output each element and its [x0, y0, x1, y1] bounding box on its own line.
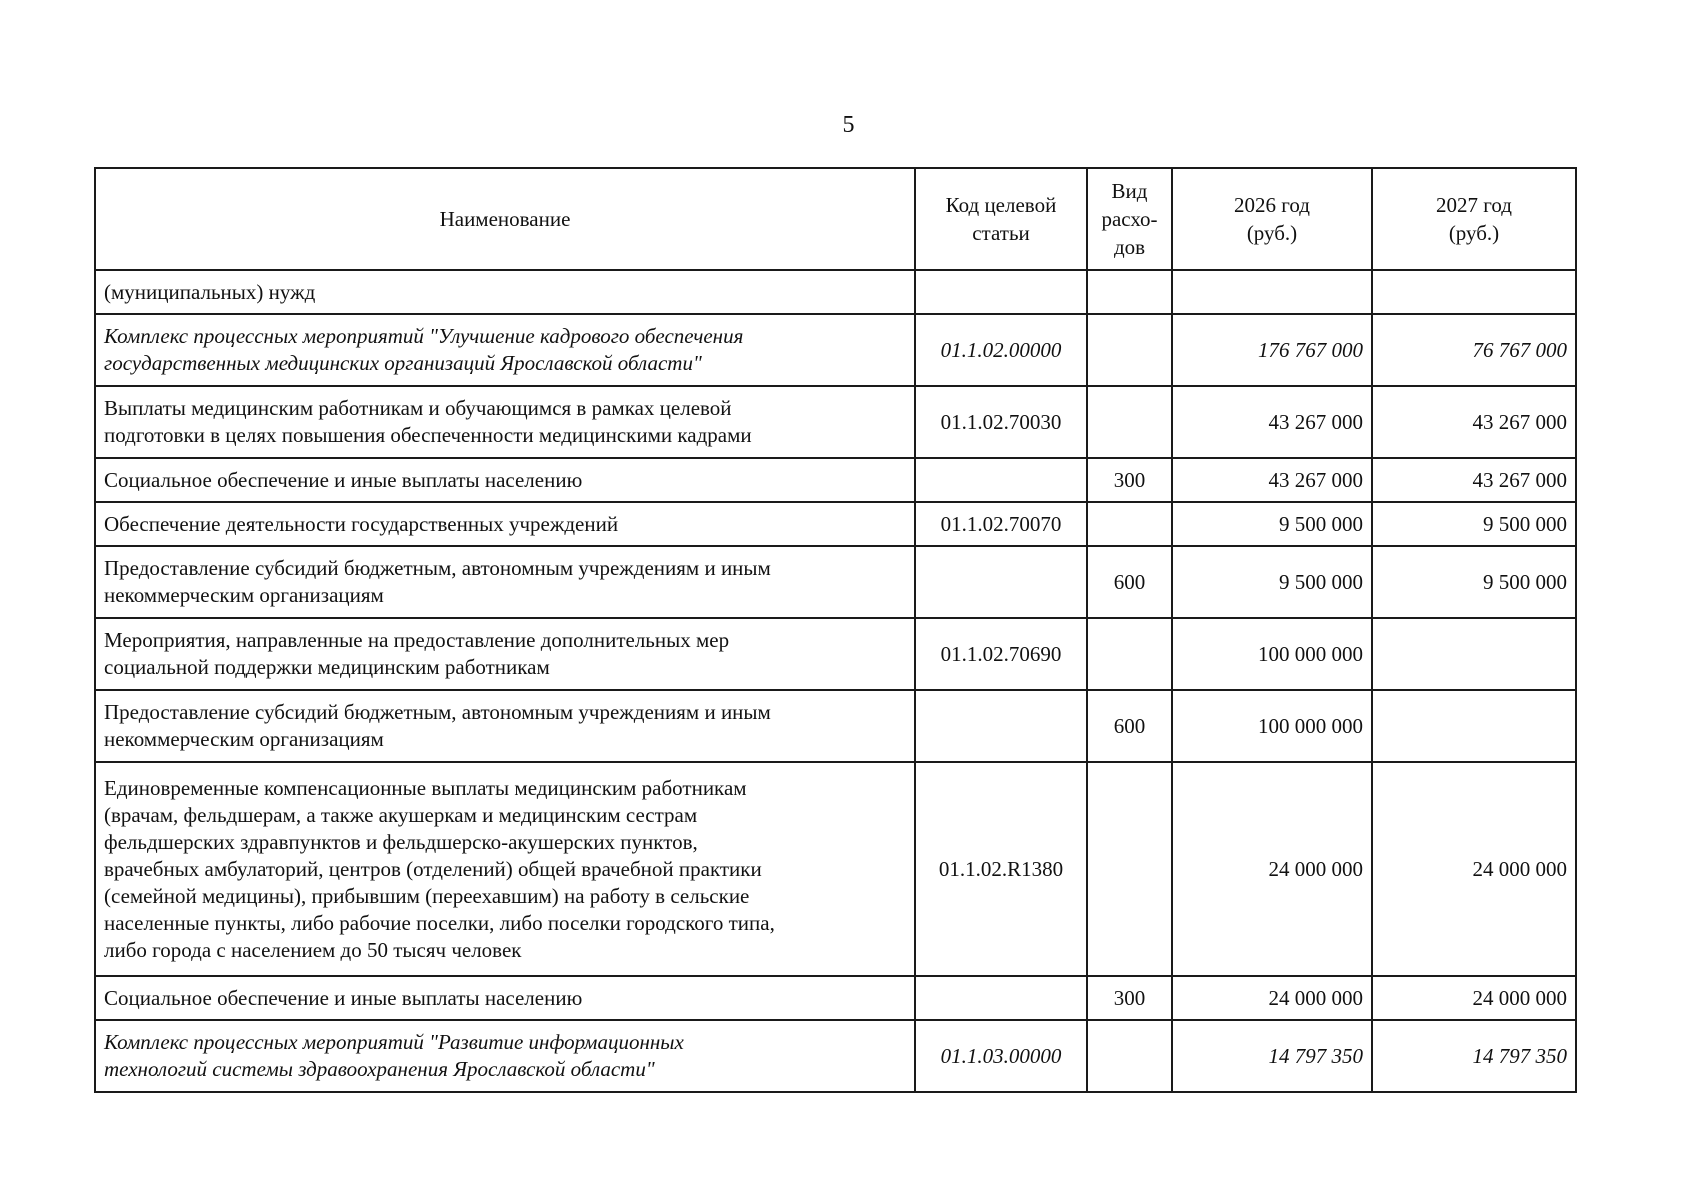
table-row — [95, 762, 1576, 976]
cell-2027: 14 797 350 — [1372, 1020, 1576, 1092]
cell-expense-type: 300 — [1087, 976, 1172, 1020]
table-row — [95, 502, 1576, 546]
cell-expense-type — [1087, 386, 1172, 458]
cell-name: Предоставление субсидий бюджетным, автономным учреждениям и иным некоммерческим организациям — [95, 546, 915, 618]
table-row — [95, 270, 1576, 314]
cell-expense-type: 600 — [1087, 690, 1172, 762]
cell-2026: 24 000 000 — [1172, 762, 1372, 976]
cell-name: Предоставление субсидий бюджетным, автономным учреждениям и иным некоммерческим организациям — [95, 690, 915, 762]
cell-code: 01.1.03.00000 — [915, 1020, 1087, 1092]
cell-expense-type — [1087, 502, 1172, 546]
cell-code: 01.1.02.70030 — [915, 386, 1087, 458]
cell-expense-type — [1087, 618, 1172, 690]
cell-2027: 43 267 000 — [1372, 458, 1576, 502]
cell-name: (муниципальных) нужд — [95, 270, 915, 314]
header-code: Код целевой статьи — [915, 168, 1087, 270]
header-year-2027: 2027 год (руб.) — [1372, 168, 1576, 270]
cell-2027 — [1372, 618, 1576, 690]
table-row — [95, 618, 1576, 690]
cell-2026: 100 000 000 — [1172, 690, 1372, 762]
table-row — [95, 690, 1576, 762]
cell-2027 — [1372, 690, 1576, 762]
table-row — [95, 1020, 1576, 1092]
cell-2026: 9 500 000 — [1172, 502, 1372, 546]
page-number: 5 — [842, 112, 855, 138]
cell-2027: 24 000 000 — [1372, 762, 1576, 976]
cell-2026: 14 797 350 — [1172, 1020, 1372, 1092]
table-row — [95, 546, 1576, 618]
cell-name: Единовременные компенсационные выплаты медицинским работникам (врачам, фельдшерам, а также акушеркам и медицинским сестрам фельдшерских здравпунктов и фельдшерско-акушерских пунктов, врачебных амбулаторий, центров (отделений) общей врачебной практики (семейной медицины), прибывшим (переехавшим) на работу в сельские населенные пункты, либо рабочие поселки, либо поселки городского типа, либо города с населением до 50 тысяч человек — [95, 762, 915, 976]
header-expense-type: Вид расхо- дов — [1087, 168, 1172, 270]
cell-code: 01.1.02.00000 — [915, 314, 1087, 386]
cell-expense-type — [1087, 762, 1172, 976]
cell-name: Обеспечение деятельности государственных учреждений — [95, 502, 915, 546]
cell-code: 01.1.02.70690 — [915, 618, 1087, 690]
budget-table — [94, 167, 1577, 1093]
cell-2027 — [1372, 270, 1576, 314]
header-name: Наименование — [95, 168, 915, 270]
cell-code — [915, 546, 1087, 618]
cell-expense-type: 600 — [1087, 546, 1172, 618]
cell-2026: 9 500 000 — [1172, 546, 1372, 618]
table-row — [95, 314, 1576, 386]
cell-expense-type — [1087, 270, 1172, 314]
cell-2026: 43 267 000 — [1172, 458, 1372, 502]
cell-2027: 76 767 000 — [1372, 314, 1576, 386]
cell-2027: 9 500 000 — [1372, 502, 1576, 546]
cell-name: Социальное обеспечение и иные выплаты населению — [95, 976, 915, 1020]
cell-code — [915, 690, 1087, 762]
table-row — [95, 458, 1576, 502]
cell-name: Мероприятия, направленные на предоставление дополнительных мер социальной поддержки медицинским работникам — [95, 618, 915, 690]
cell-code: 01.1.02.70070 — [915, 502, 1087, 546]
cell-2026: 43 267 000 — [1172, 386, 1372, 458]
cell-name: Социальное обеспечение и иные выплаты населению — [95, 458, 915, 502]
cell-name: Выплаты медицинским работникам и обучающимся в рамках целевой подготовки в целях повышения обеспеченности медицинскими кадрами — [95, 386, 915, 458]
cell-2026: 24 000 000 — [1172, 976, 1372, 1020]
table-row — [95, 976, 1576, 1020]
cell-2026: 100 000 000 — [1172, 618, 1372, 690]
table-header-row — [95, 168, 1576, 270]
cell-name: Комплекс процессных мероприятий "Развитие информационных технологий системы здравоохранения Ярославской области" — [95, 1020, 915, 1092]
cell-expense-type — [1087, 1020, 1172, 1092]
cell-expense-type: 300 — [1087, 458, 1172, 502]
cell-2026: 176 767 000 — [1172, 314, 1372, 386]
header-year-2026: 2026 год (руб.) — [1172, 168, 1372, 270]
cell-2027: 9 500 000 — [1372, 546, 1576, 618]
cell-2026 — [1172, 270, 1372, 314]
cell-expense-type — [1087, 314, 1172, 386]
cell-code — [915, 976, 1087, 1020]
table-row — [95, 386, 1576, 458]
cell-2027: 24 000 000 — [1372, 976, 1576, 1020]
cell-code — [915, 270, 1087, 314]
cell-code — [915, 458, 1087, 502]
cell-2027: 43 267 000 — [1372, 386, 1576, 458]
cell-code: 01.1.02.R1380 — [915, 762, 1087, 976]
cell-name: Комплекс процессных мероприятий "Улучшение кадрового обеспечения государственных медицинских организаций Ярославской области" — [95, 314, 915, 386]
